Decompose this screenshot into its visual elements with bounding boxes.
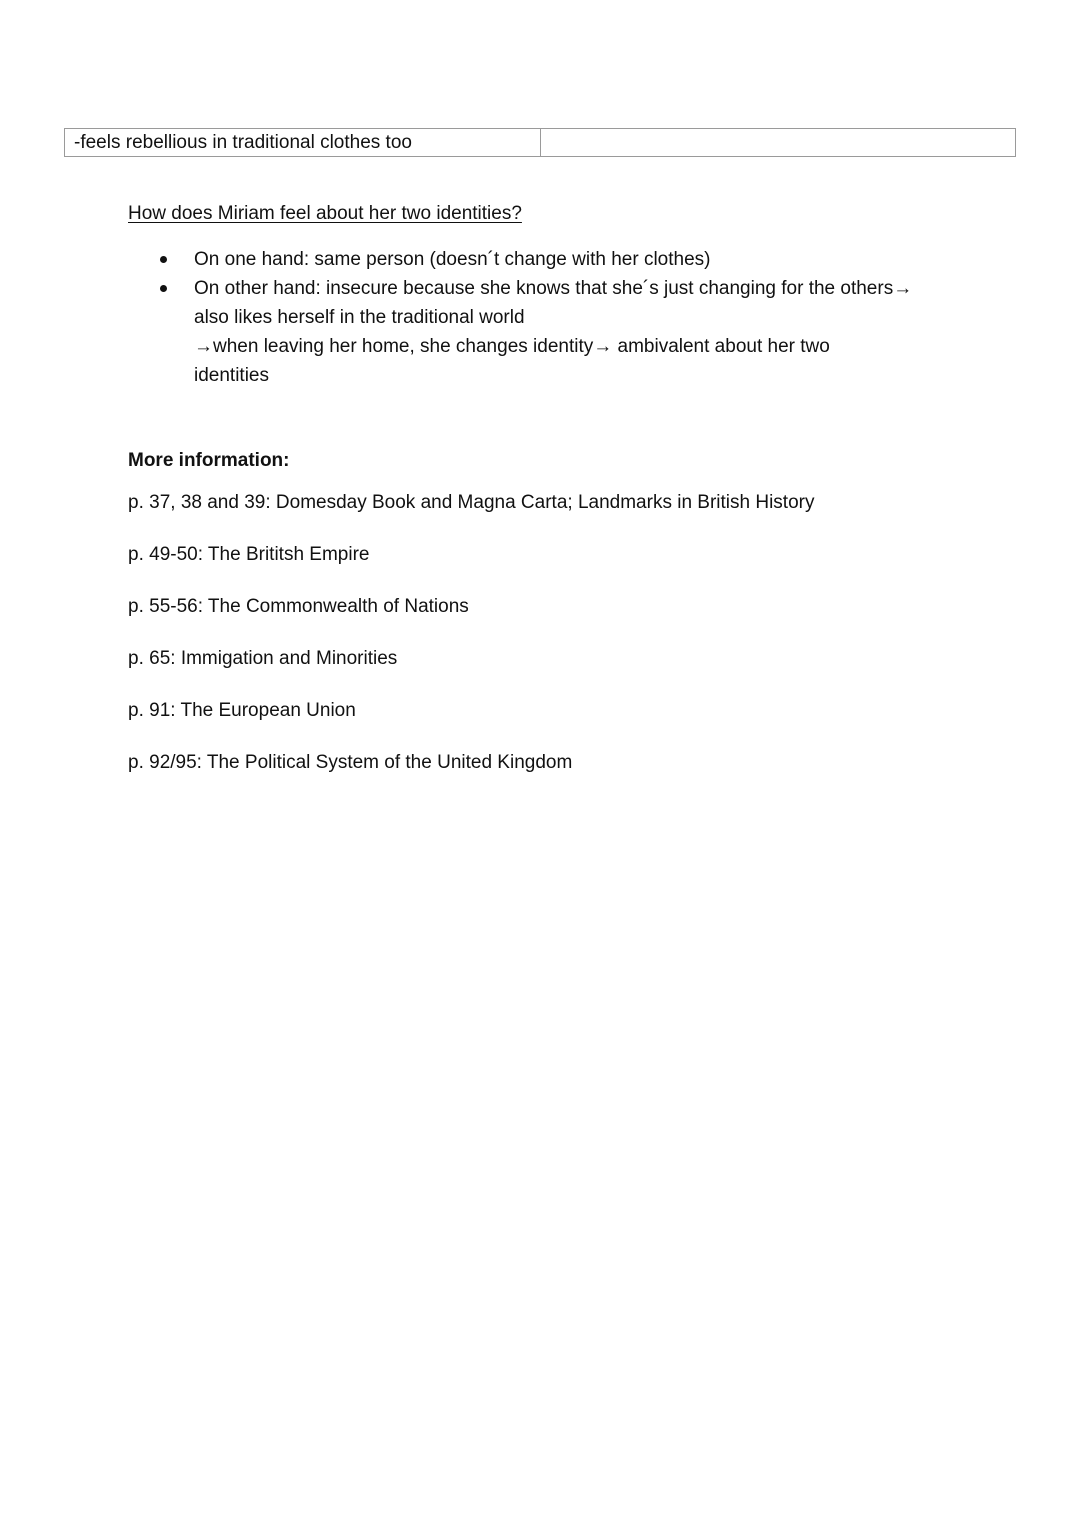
bullet-icon [160, 256, 167, 263]
list-item [160, 245, 980, 274]
list-item: p. 65: Immigation and Minorities [128, 648, 398, 669]
list-item: p. 92/95: The Political System of the United Kingdom [128, 752, 573, 773]
reference-list [128, 491, 814, 803]
table-cell-right [541, 129, 1015, 156]
list-item: p. 37, 38 and 39: Domesday Book and Magna Carta; Landmarks in British History [128, 492, 815, 513]
list-item: p. 49-50: The Brititsh Empire [128, 544, 370, 565]
bullet-text: On one hand: same person (doesn´t change with her clothes) [194, 249, 711, 270]
bullet-icon [160, 285, 167, 292]
more-information-heading: More information: [128, 450, 290, 471]
question-heading: How does Miriam feel about her two identities? [128, 203, 522, 224]
list-item [160, 274, 980, 390]
list-item: p. 91: The European Union [128, 700, 356, 721]
bullet-text: On other hand: insecure because she knows that she´s just changing for the others→ also likes herself in the traditional world →when leaving her home, she changes identity→ ambivalent about her two identities [194, 278, 913, 386]
identity-bullet-list [160, 245, 980, 390]
list-item: p. 55-56: The Commonwealth of Nations [128, 596, 469, 617]
table-row [64, 128, 1016, 157]
table-cell-left: -feels rebellious in traditional clothes too [65, 129, 541, 156]
